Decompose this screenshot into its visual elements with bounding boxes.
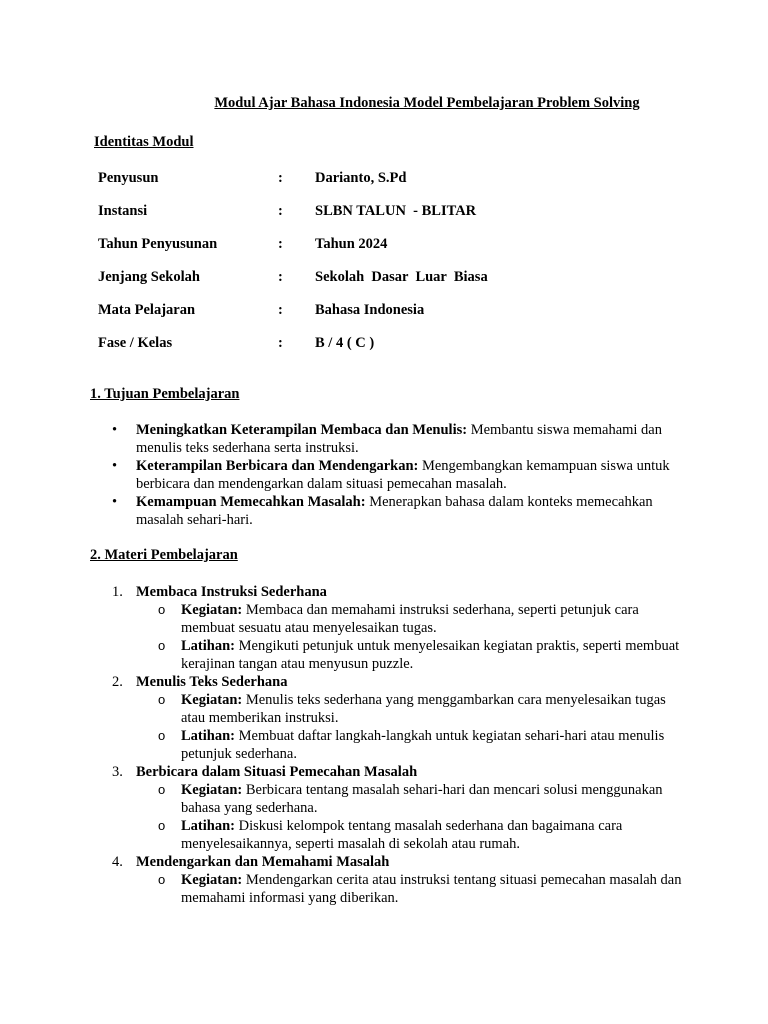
- sub-bold: Latihan:: [181, 638, 235, 654]
- bullet-icon: •: [112, 494, 118, 510]
- item-text: Menerapkan bahasa dalam konteks memecahkan masalah sehari-hari.: [136, 494, 653, 528]
- identitas-row: [98, 334, 698, 354]
- list-item: [90, 853, 690, 907]
- identitas-colon: :: [278, 203, 283, 219]
- sub-item: [90, 871, 690, 907]
- identitas-row: [98, 268, 698, 288]
- item-number: 3.: [112, 764, 123, 780]
- tujuan-heading: 1. Tujuan Pembelajaran: [90, 386, 240, 402]
- identitas-heading: Identitas Modul: [94, 134, 194, 150]
- identitas-value: Sekolah Dasar Luar Biasa: [315, 269, 488, 285]
- document-title: Modul Ajar Bahasa Indonesia Model Pembelajaran Problem Solving: [214, 95, 640, 111]
- identitas-label: Instansi: [98, 203, 148, 219]
- list-item: [90, 583, 690, 673]
- identitas-colon: :: [278, 302, 283, 318]
- item-bold: Keterampilan Berbicara dan Mendengarkan:: [136, 458, 419, 474]
- sub-text: Mendengarkan cerita atau instruksi tentang situasi pemecahan masalah dan memahami informasi yang diberikan.: [181, 872, 682, 906]
- sub-bold: Kegiatan:: [181, 602, 243, 618]
- sub-text: Diskusi kelompok tentang masalah sederhana dan bagaimana cara menyelesaikannya, seperti masalah di sekolah atau rumah.: [181, 818, 623, 852]
- item-title: Berbicara dalam Situasi Pemecahan Masalah: [136, 764, 418, 780]
- sub-item: [90, 691, 690, 727]
- item-title: Mendengarkan dan Memahami Masalah: [136, 854, 390, 870]
- item-bold: Meningkatkan Keterampilan Membaca dan Menulis:: [136, 422, 468, 438]
- circle-bullet-icon: o: [158, 638, 166, 653]
- list-item: [90, 673, 690, 763]
- list-item: [90, 493, 690, 529]
- sub-bold: Kegiatan:: [181, 782, 243, 798]
- identitas-row: [98, 235, 698, 255]
- sub-text: Membuat daftar langkah-langkah untuk kegiatan sehari-hari atau menulis petunjuk sederhana.: [181, 728, 665, 762]
- item-text: Membantu siswa memahami dan menulis teks sederhana serta instruksi.: [136, 422, 662, 456]
- sub-item: [90, 817, 690, 853]
- identitas-row: [98, 301, 698, 321]
- sub-item: [90, 727, 690, 763]
- circle-bullet-icon: o: [158, 818, 166, 833]
- item-number: 2.: [112, 674, 123, 690]
- materi-heading: 2. Materi Pembelajaran: [90, 547, 238, 563]
- circle-bullet-icon: o: [158, 692, 166, 707]
- sub-bold: Kegiatan:: [181, 872, 243, 888]
- materi-list: [90, 583, 690, 907]
- sub-text: Mengikuti petunjuk untuk menyelesaikan kegiatan praktis, seperti membuat kerajinan tangan atau menyusun puzzle.: [181, 638, 680, 672]
- list-item: [90, 457, 690, 493]
- circle-bullet-icon: o: [158, 872, 166, 887]
- list-item: [90, 763, 690, 853]
- item-bold: Kemampuan Memecahkan Masalah:: [136, 494, 366, 510]
- identitas-value: Tahun 2024: [315, 236, 388, 252]
- list-item: [90, 421, 690, 457]
- item-number: 4.: [112, 854, 123, 870]
- identitas-row: [98, 202, 698, 222]
- identitas-value: Darianto, S.Pd: [315, 170, 407, 186]
- circle-bullet-icon: o: [158, 728, 166, 743]
- identitas-label: Penyusun: [98, 170, 159, 186]
- identitas-row: [98, 169, 698, 189]
- bullet-icon: •: [112, 458, 118, 474]
- identitas-colon: :: [278, 236, 283, 252]
- item-text: Mengembangkan kemampuan siswa untuk berbicara dan mendengarkan dalam situasi pemecahan masalah.: [136, 458, 670, 492]
- tujuan-list: [90, 421, 690, 529]
- circle-bullet-icon: o: [158, 782, 166, 797]
- identitas-colon: :: [278, 335, 283, 351]
- identitas-value: B / 4 ( C ): [315, 335, 375, 351]
- sub-item: [90, 637, 690, 673]
- identitas-colon: :: [278, 170, 283, 186]
- sub-text: Membaca dan memahami instruksi sederhana, seperti petunjuk cara membuat sesuatu atau menyelesaikan tugas.: [181, 602, 639, 636]
- item-title: Menulis Teks Sederhana: [136, 674, 288, 690]
- sub-bold: Kegiatan:: [181, 692, 243, 708]
- identitas-colon: :: [278, 269, 283, 285]
- sub-text: Menulis teks sederhana yang menggambarkan cara menyelesaikan tugas atau memberikan instruksi.: [181, 692, 666, 726]
- identitas-value: SLBN TALUN - BLITAR: [315, 203, 477, 219]
- identitas-label: Jenjang Sekolah: [98, 269, 200, 285]
- item-number: 1.: [112, 584, 123, 600]
- identitas-label: Tahun Penyusunan: [98, 236, 218, 252]
- identitas-value: Bahasa Indonesia: [315, 302, 425, 318]
- sub-item: [90, 601, 690, 637]
- sub-bold: Latihan:: [181, 728, 235, 744]
- sub-text: Berbicara tentang masalah sehari-hari dan mencari solusi menggunakan bahasa yang sederhana.: [181, 782, 663, 816]
- identitas-label: Fase / Kelas: [98, 335, 173, 351]
- bullet-icon: •: [112, 422, 118, 438]
- sub-item: [90, 781, 690, 817]
- item-title: Membaca Instruksi Sederhana: [136, 584, 327, 600]
- identitas-label: Mata Pelajaran: [98, 302, 196, 318]
- circle-bullet-icon: o: [158, 602, 166, 617]
- sub-bold: Latihan:: [181, 818, 235, 834]
